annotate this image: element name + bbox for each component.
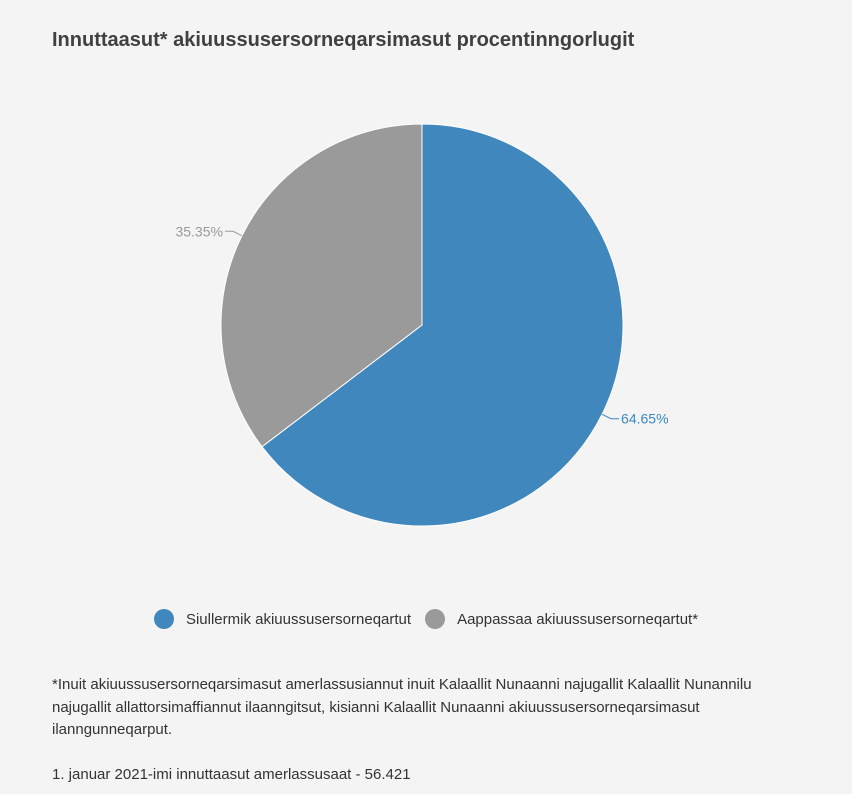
legend-label-second-dose: Aappassaa akiuussusersorneqartut* bbox=[457, 610, 699, 628]
legend-label-first-dose: Siullermik akiuussusersorneqartut bbox=[185, 610, 412, 628]
chart-legend bbox=[0, 606, 852, 632]
legend-item-second-dose[interactable] bbox=[425, 609, 698, 629]
chart-title: Innuttaasut* akiuussusersorneqarsimasut procentinngorlugit bbox=[52, 29, 635, 51]
pie-label-connector-1 bbox=[225, 231, 242, 235]
legend-marker-second-dose bbox=[425, 609, 445, 629]
pie-data-label-0: 64.65% bbox=[621, 410, 669, 427]
legend-item-first-dose[interactable] bbox=[154, 609, 411, 629]
legend-marker-first-dose bbox=[154, 609, 174, 629]
footnote: *Inuit akiuussusersorneqarsimasut amerlassusiannut inuit Kalaallit Nunaanni najugallit Kalaallit Nunannilu najugallit allattorsimaffiannut ilaanngitsut, kisianni Kalaallit Nunaanni akiuussusersorneqarsimasut ilanngunneqarput. bbox=[52, 676, 752, 738]
pie-data-label-1: 35.35% bbox=[175, 223, 223, 240]
pie-label-connector-0 bbox=[602, 414, 619, 418]
population-note: 1. januar 2021-imi innuttaasut amerlassusaat - 56.421 bbox=[52, 766, 411, 783]
